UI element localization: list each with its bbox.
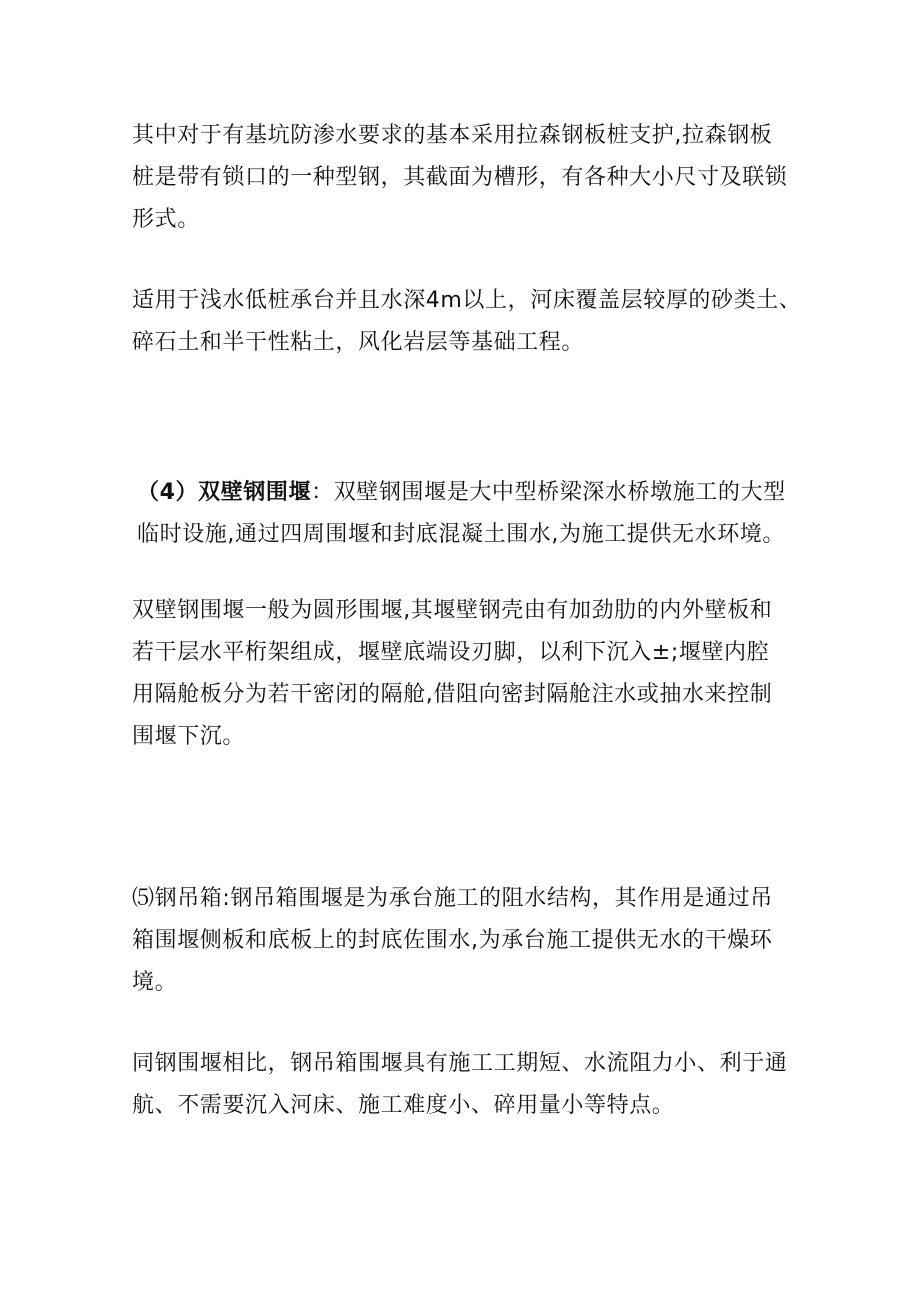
text-line: 临时设施,通过四周围堰和封底混凝土围水,为施工提供无水环境。 <box>137 522 785 547</box>
text-run: ：双壁钢围堰是大中型桥梁深水桥墩施工的大型 <box>311 480 786 505</box>
text-line: 适用于浅水低桩承台并且水深4m以上，河床覆盖层较厚的砂类土、 <box>132 288 802 313</box>
text-line: 碎石土和半干性粘土，风化岩层等基础工程。 <box>132 330 585 355</box>
text-line: 其中对于有基坑防渗水要求的基本采用拉森钢板桩支护,拉森钢板 <box>132 123 773 148</box>
paragraph-applicability <box>132 280 812 364</box>
section-heading: （4）双壁钢围堰 <box>137 480 312 505</box>
paragraph-steel-hanging-box <box>132 878 812 1004</box>
text-line: 同钢围堰相比，钢吊箱围堰具有施工工期短、水流阻力小、利于通 <box>132 1051 788 1076</box>
text-line: 航、不需要沉入河床、施工难度小、碎用量小等特点。 <box>132 1093 675 1118</box>
text-line: 形式。 <box>132 207 200 232</box>
paragraph-comparison <box>132 1043 812 1127</box>
text-line: 用隔舱板分为若干密闭的隔舱,借阻向密封隔舱注水或抽水来控制 <box>132 682 773 707</box>
paragraph-larsen-sheet-pile <box>132 115 812 241</box>
text-line: 若干层水平桁架组成，堰壁底端设刃脚，以利下沉入±;堰壁内腔 <box>132 640 770 665</box>
paragraph-double-wall-structure <box>132 590 812 758</box>
text-line: 境。 <box>132 970 178 995</box>
text-line: 箱围堰侧板和底板上的封底佐围水,为承台施工提供无水的干燥环 <box>132 928 773 953</box>
text-line: ⑸钢吊箱:钢吊箱围堰是为承台施工的阻水结构，其作用是通过吊 <box>132 886 773 911</box>
text-line <box>137 472 817 514</box>
text-line: 围堰下沉。 <box>132 724 246 749</box>
text-line: 双壁钢围堰一般为圆形围堰,其堰壁钢壳由有加劲肋的内外壁板和 <box>132 598 773 623</box>
text-line: 桩是带有锁口的一种型钢，其截面为槽形，有各种大小尺寸及联锁 <box>132 165 788 190</box>
paragraph-double-wall-cofferdam <box>137 472 817 556</box>
